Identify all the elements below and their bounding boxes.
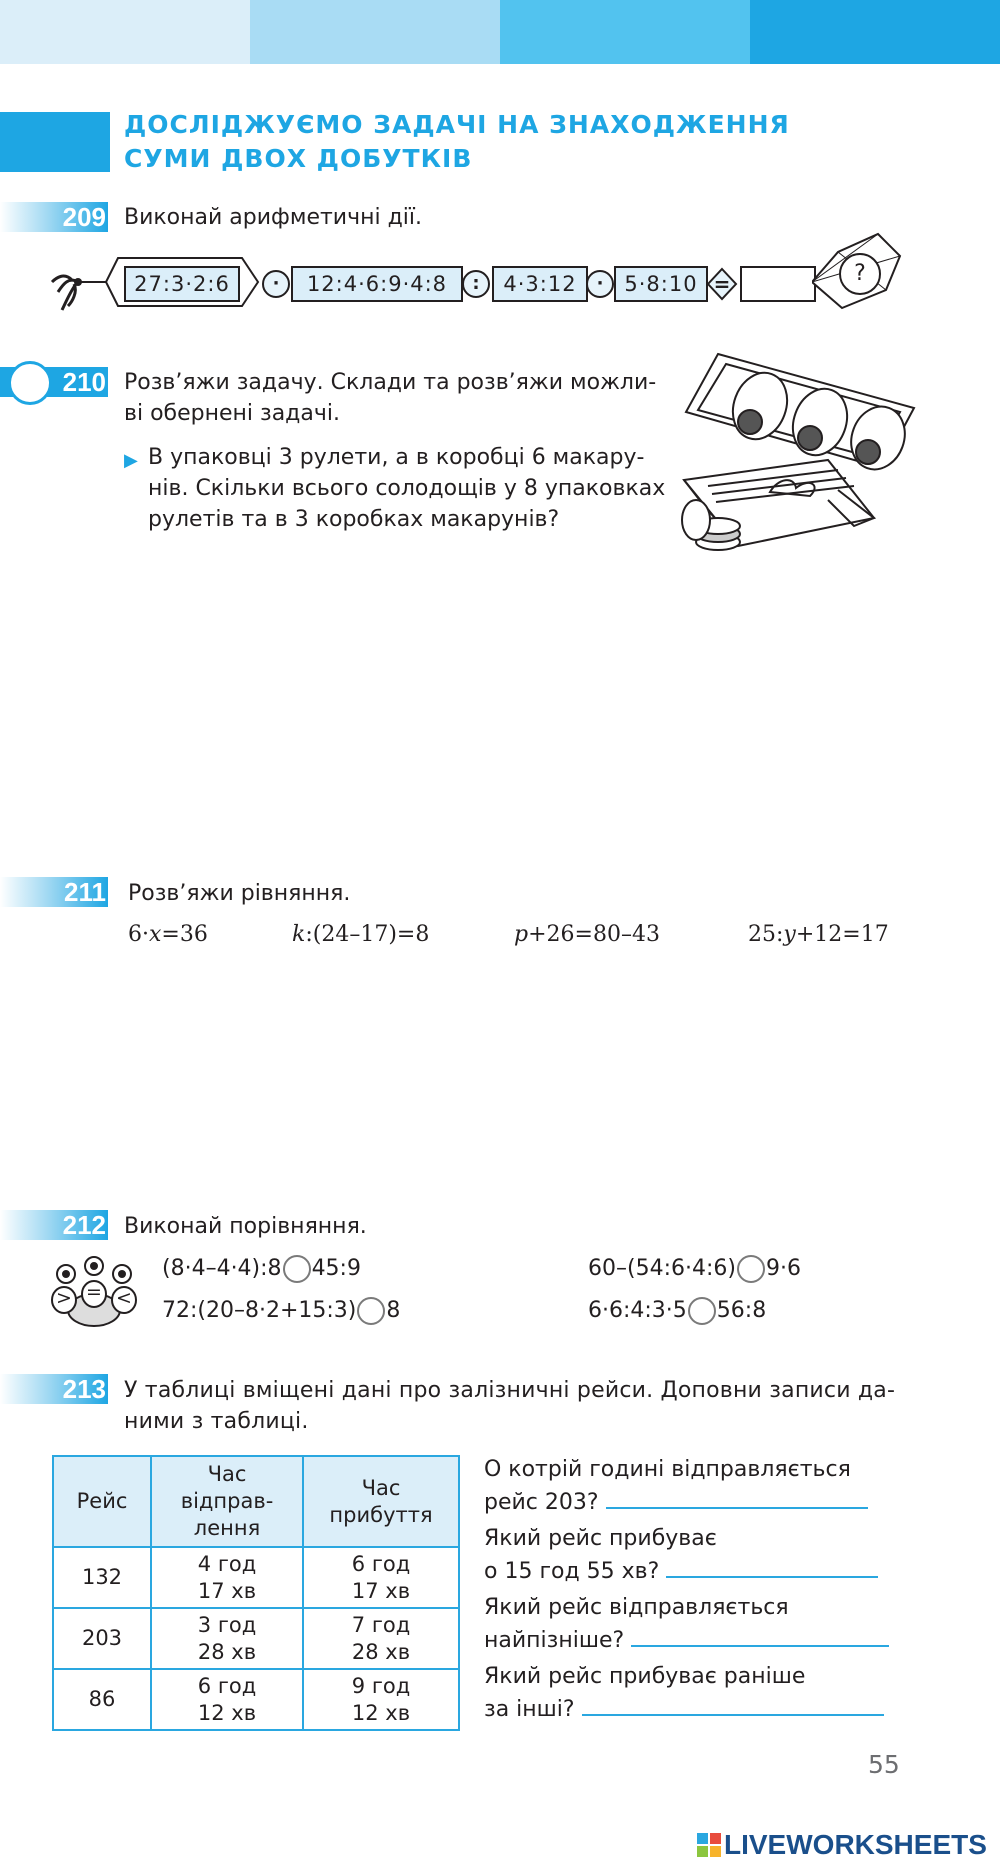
comparison-4	[588, 1295, 766, 1326]
row-1-arrival	[303, 1547, 459, 1608]
equation-1-part-a: 6·	[128, 922, 149, 947]
exercise-212-number	[0, 1210, 108, 1240]
comparison-2-right: 8	[386, 1298, 401, 1323]
comparison-1-sign-slot[interactable]	[283, 1255, 311, 1283]
question-3-answer-line[interactable]	[631, 1623, 889, 1647]
question-2-answer-line[interactable]	[666, 1554, 878, 1578]
exercise-209-instruction: Виконай арифметичні дії.	[124, 205, 423, 230]
row-1-arrival-hours: 6 год	[351, 1551, 411, 1576]
row-3-arrival-hours: 9 год	[351, 1673, 411, 1698]
chain-equals-sign: =	[713, 272, 731, 296]
exercise-210-problem-line-3: рулетів та в 3 коробках макарунів?	[148, 507, 560, 532]
row-2-arrival-minutes: 28 хв	[351, 1639, 411, 1664]
sign-less: <	[116, 1287, 132, 1309]
header-departure	[151, 1456, 303, 1547]
table-row	[53, 1669, 459, 1730]
header-departure-line-2: відправ-	[180, 1489, 274, 1513]
equation-3-variable: p	[514, 922, 529, 947]
top-bar-segment-4	[750, 0, 1000, 64]
exercise-211-instruction: Розв’яжи рівняння.	[128, 881, 351, 906]
comparison-3	[588, 1253, 801, 1284]
top-bar-segment-2	[250, 0, 500, 64]
page-title-line-1: ДОСЛІДЖУЄМО ЗАДАЧІ НА ЗНАХОДЖЕННЯ	[124, 110, 790, 139]
row-3-departure	[151, 1669, 303, 1730]
exercise-210-instruction-line-1: Розв’яжи задачу. Склади та розв’яжи можли-	[124, 370, 657, 395]
exercise-210-problem-line-1: В упаковці 3 рулети, а в коробці 6 макару-	[148, 445, 645, 470]
exercise-210-instruction	[124, 367, 656, 429]
question-1-line-1: О котрій годині відправляється	[484, 1457, 851, 1482]
liveworksheets-watermark	[697, 1830, 987, 1860]
page-number: 55	[868, 1750, 900, 1779]
row-3-departure-minutes: 12 хв	[197, 1700, 257, 1725]
equation-1	[128, 922, 208, 947]
header-departure-line-3: лення	[193, 1516, 261, 1540]
equation-1-variable: x	[149, 922, 162, 947]
equation-1-part-b: =36	[161, 922, 208, 947]
table-row	[53, 1547, 459, 1608]
chain-op-1: ·	[262, 270, 290, 298]
chain-answer-box[interactable]	[740, 266, 816, 302]
equation-2-part-b: :(24–17)=8	[305, 922, 430, 947]
exercise-210-problem-line-2: нів. Скільки всього солодощів у 8 упаковках	[148, 476, 666, 501]
question-4	[484, 1661, 904, 1725]
equation-2	[292, 922, 429, 947]
row-1-reys: 132	[53, 1547, 151, 1608]
kite-question-circle	[839, 253, 881, 295]
exercise-211-number-text: 211	[64, 877, 106, 907]
table-header-row	[53, 1456, 459, 1547]
page-title-line-2: СУМИ ДВОХ ДОБУТКІВ	[124, 144, 473, 173]
exercise-213-number	[0, 1374, 108, 1404]
comparison-1	[162, 1253, 361, 1284]
comparison-1-right: 45:9	[311, 1256, 361, 1281]
row-2-arrival-hours: 7 год	[351, 1612, 411, 1637]
exercise-213-instruction-line-1: У таблиці вміщені дані про залізничні рейси. Доповни записи да-	[124, 1378, 896, 1403]
comparison-2-left: 72:(20–8·2+15:3)	[162, 1298, 357, 1323]
top-color-bar	[0, 0, 1000, 64]
exercise-210-problem	[148, 442, 665, 535]
question-4-answer-line[interactable]	[582, 1692, 884, 1716]
chain-box-2: 12:4·6:9·4:8	[291, 266, 463, 302]
row-2-departure-minutes: 28 хв	[197, 1639, 257, 1664]
top-bar-segment-3	[500, 0, 750, 64]
comparison-3-right: 9·6	[765, 1256, 801, 1281]
question-3	[484, 1592, 904, 1656]
top-bar-segment-1	[0, 0, 250, 64]
question-2	[484, 1523, 904, 1587]
comparison-3-left: 60–(54:6·4:6)	[588, 1256, 736, 1281]
sign-greater: >	[56, 1287, 72, 1309]
equation-4-variable: y	[783, 922, 796, 947]
exercise-210-number-text: 210	[62, 367, 106, 397]
header-arrival	[303, 1456, 459, 1547]
exercise-212-number-text: 212	[62, 1210, 106, 1240]
question-3-line-1: Який рейс відправляється	[484, 1595, 789, 1620]
equation-2-variable: k	[292, 922, 306, 947]
comparison-4-sign-slot[interactable]	[688, 1297, 716, 1325]
chain-box-1: 27:3·2:6	[124, 266, 240, 302]
comparison-3-sign-slot[interactable]	[737, 1255, 765, 1283]
comparison-2-sign-slot[interactable]	[357, 1297, 385, 1325]
equation-4-part-b: +12=17	[795, 922, 889, 947]
row-3-departure-hours: 6 год	[197, 1673, 257, 1698]
title-accent-block	[0, 112, 110, 172]
chain-box-4: 5·8:10	[614, 266, 708, 302]
exercise-212-instruction: Виконай порівняння.	[124, 1214, 367, 1239]
question-1-line-2: рейс 203?	[484, 1490, 599, 1515]
exercise-213-instruction	[124, 1375, 895, 1437]
row-2-departure	[151, 1608, 303, 1669]
exercise-213-instruction-line-2: ними з таблиці.	[124, 1409, 309, 1434]
header-arrival-line-1: Час	[361, 1475, 401, 1500]
comparison-4-right: 56:8	[716, 1298, 767, 1323]
chain-op-3: ·	[586, 270, 614, 298]
row-1-departure-hours: 4 год	[197, 1551, 257, 1576]
bullet-arrow-icon: ▶	[124, 450, 138, 471]
question-4-line-2: за інші?	[484, 1697, 575, 1722]
row-1-departure-minutes: 17 хв	[197, 1578, 257, 1603]
header-departure-line-1: Час	[207, 1462, 247, 1486]
comparison-4-left: 6·6:4:3·5	[588, 1298, 687, 1323]
comparison-1-left: (8·4–4·4):8	[162, 1256, 282, 1281]
row-2-arrival	[303, 1608, 459, 1669]
row-2-reys: 203	[53, 1608, 151, 1669]
question-2-line-2: о 15 год 55 хв?	[484, 1559, 660, 1584]
chain-op-2: :	[462, 270, 490, 298]
equation-4-part-a: 25:	[748, 922, 784, 947]
page-title	[124, 108, 790, 176]
exercise-211-number	[0, 877, 108, 907]
exercise-209-number-text: 209	[62, 202, 106, 232]
liveworksheets-logo-icon	[697, 1833, 721, 1857]
trains-table	[52, 1455, 460, 1731]
row-1-departure	[151, 1547, 303, 1608]
exercise-210-difficulty-marker	[8, 361, 52, 405]
header-reys: Рейс	[53, 1456, 151, 1547]
question-4-line-1: Який рейс прибуває раніше	[484, 1664, 806, 1689]
header-arrival-line-2: прибуття	[329, 1502, 433, 1527]
comparison-2	[162, 1295, 400, 1326]
liveworksheets-wordmark: LIVEWORKSHEETS	[724, 1829, 987, 1860]
exercise-209-number	[0, 202, 108, 232]
row-3-arrival-minutes: 12 хв	[351, 1700, 411, 1725]
row-3-reys: 86	[53, 1669, 151, 1730]
question-3-line-2: найпізніше?	[484, 1628, 625, 1653]
chain-box-3: 4·3:12	[492, 266, 588, 302]
question-1	[484, 1454, 904, 1518]
equation-3	[514, 922, 660, 947]
question-2-line-1: Який рейс прибуває	[484, 1526, 717, 1551]
table-row	[53, 1608, 459, 1669]
row-1-arrival-minutes: 17 хв	[351, 1578, 411, 1603]
kite-question-mark: ?	[854, 261, 866, 286]
row-2-departure-hours: 3 год	[197, 1612, 257, 1637]
equation-3-part-b: +26=80–43	[528, 922, 660, 947]
question-1-answer-line[interactable]	[606, 1485, 868, 1509]
equation-4	[748, 922, 889, 947]
sign-equal: =	[86, 1281, 102, 1303]
exercise-213-number-text: 213	[62, 1374, 106, 1404]
sweets-illustration	[678, 350, 922, 566]
exercise-210-instruction-line-2: ві обернені задачі.	[124, 401, 340, 426]
row-3-arrival	[303, 1669, 459, 1730]
